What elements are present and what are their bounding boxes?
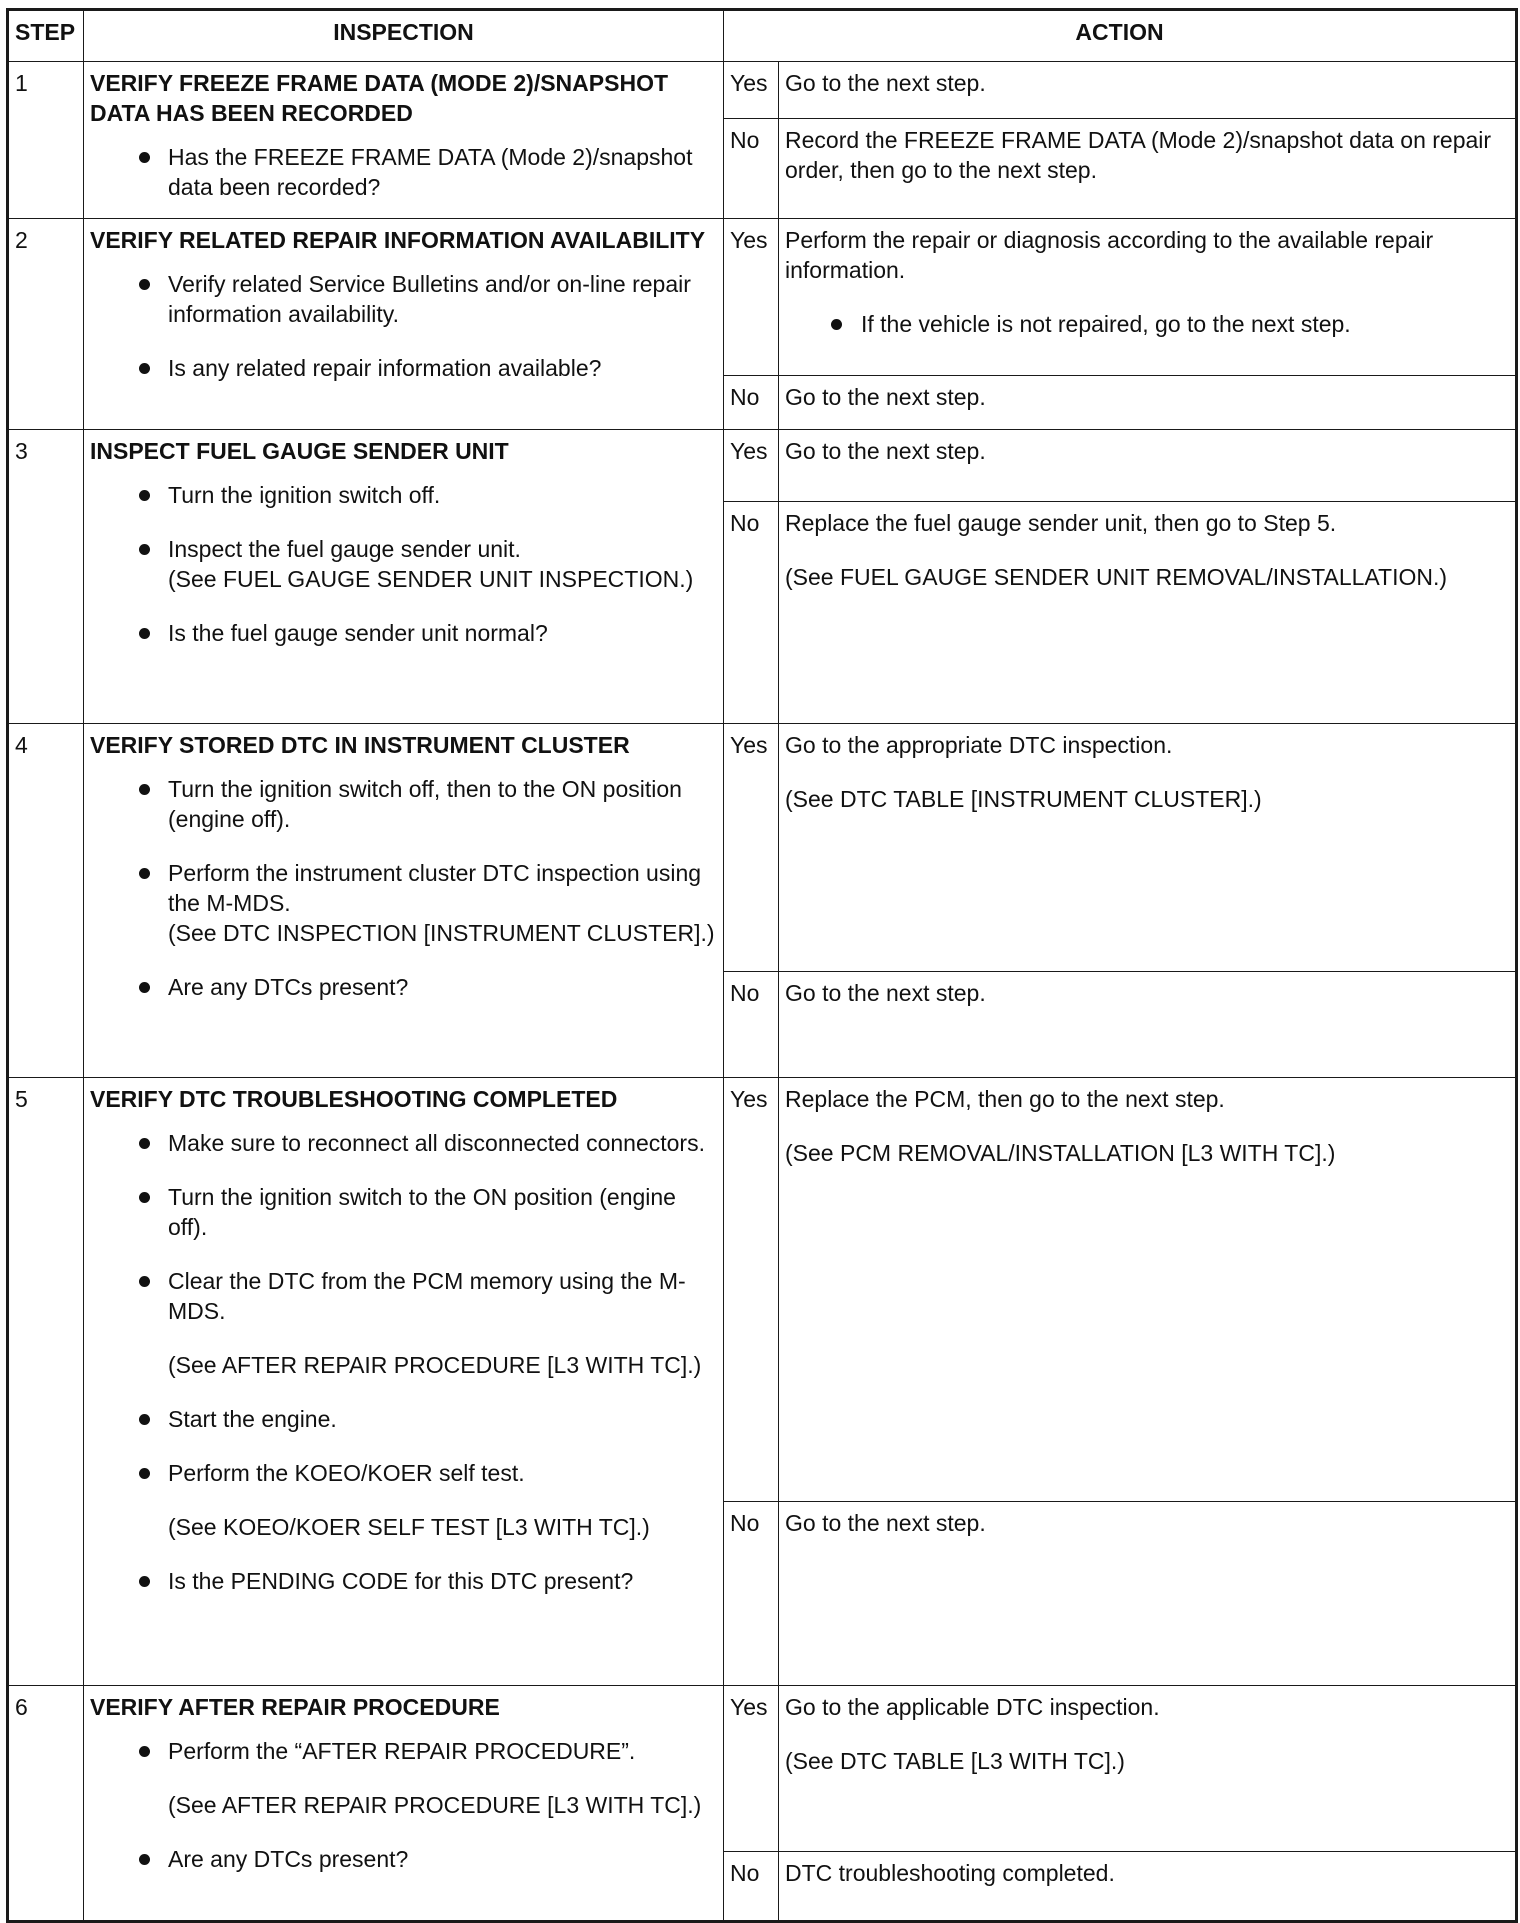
- step-number: 1: [8, 62, 84, 219]
- step-2-yes-row: [8, 219, 1517, 376]
- bullet-icon: [139, 982, 150, 993]
- bullet-icon: [139, 1276, 150, 1287]
- step-4-yes-row: [8, 724, 1517, 972]
- action-reference: (See DTC TABLE [INSTRUMENT CLUSTER].): [785, 786, 1262, 812]
- yes-label: Yes: [724, 430, 779, 502]
- inspection-bullet: Turn the ignition switch off, then to the ON position (engine off).: [90, 774, 717, 834]
- step-2-inspection: [84, 219, 724, 430]
- action-reference: (See FUEL GAUGE SENDER UNIT REMOVAL/INSTALLATION.): [785, 564, 1448, 590]
- step-5-yes-row: [8, 1078, 1517, 1502]
- bullet-icon: [139, 784, 150, 795]
- yes-action: Go to the applicable DTC inspection. (See DTC TABLE [L3 WITH TC].): [779, 1686, 1517, 1852]
- inspection-bullet: Make sure to reconnect all disconnected connectors.: [90, 1128, 717, 1158]
- inspection-bullet: Is any related repair information available?: [90, 353, 717, 383]
- bullet-icon: [139, 1414, 150, 1425]
- step-title: VERIFY STORED DTC IN INSTRUMENT CLUSTER: [90, 732, 630, 758]
- inspection-reference: (See KOEO/KOER SELF TEST [L3 WITH TC].): [168, 1514, 650, 1540]
- step-5-inspection: [84, 1078, 724, 1686]
- yes-action: Go to the appropriate DTC inspection. (See DTC TABLE [INSTRUMENT CLUSTER].): [779, 724, 1517, 972]
- no-label: No: [724, 376, 779, 430]
- inspection-bullet: Turn the ignition switch off.: [90, 480, 717, 510]
- inspection-bullet: Are any DTCs present?: [90, 1844, 717, 1874]
- bullet-icon: [139, 363, 150, 374]
- inspection-reference: (See AFTER REPAIR PROCEDURE [L3 WITH TC].): [168, 1352, 702, 1378]
- yes-label: Yes: [724, 1686, 779, 1852]
- step-1-yes-row: [8, 62, 1517, 119]
- step-title: VERIFY DTC TROUBLESHOOTING COMPLETED: [90, 1086, 618, 1112]
- inspection-bullet: Verify related Service Bulletins and/or on-line repair information availability.: [90, 269, 717, 329]
- diagnostic-procedure-table: [6, 8, 1518, 1923]
- bullet-icon: [139, 152, 150, 163]
- bullet-icon: [831, 319, 842, 330]
- inspection-bullet: Is the PENDING CODE for this DTC present?: [90, 1566, 717, 1596]
- inspection-bullet: Clear the DTC from the PCM memory using the M-MDS.: [90, 1266, 717, 1326]
- inspection-bullet: Inspect the fuel gauge sender unit.: [90, 534, 717, 564]
- inspection-reference: (See DTC INSPECTION [INSTRUMENT CLUSTER].): [168, 920, 715, 946]
- yes-label: Yes: [724, 219, 779, 376]
- procedure-document: [6, 8, 1518, 1923]
- bullet-icon: [139, 1468, 150, 1479]
- yes-action: Go to the next step.: [779, 62, 1517, 119]
- inspection-reference: (See FUEL GAUGE SENDER UNIT INSPECTION.): [168, 566, 694, 592]
- yes-label: Yes: [724, 62, 779, 119]
- inspection-bullet: Start the engine.: [90, 1404, 717, 1434]
- step-title: VERIFY RELATED REPAIR INFORMATION AVAILABILITY: [90, 227, 706, 253]
- no-label: No: [724, 972, 779, 1078]
- step-3-yes-row: [8, 430, 1517, 502]
- step-title: VERIFY FREEZE FRAME DATA (MODE 2)/SNAPSHOT DATA HAS BEEN RECORDED: [90, 70, 669, 126]
- step-number: 6: [8, 1686, 84, 1922]
- header-action: ACTION: [724, 10, 1517, 62]
- bullet-icon: [139, 1576, 150, 1587]
- yes-label: Yes: [724, 1078, 779, 1502]
- action-reference: (See PCM REMOVAL/INSTALLATION [L3 WITH TC].): [785, 1140, 1336, 1166]
- step-number: 5: [8, 1078, 84, 1686]
- no-label: No: [724, 119, 779, 219]
- bullet-icon: [139, 1138, 150, 1149]
- inspection-bullet: Are any DTCs present?: [90, 972, 717, 1002]
- no-action: DTC troubleshooting completed.: [779, 1852, 1517, 1922]
- bullet-icon: [139, 1854, 150, 1865]
- inspection-bullet: Turn the ignition switch to the ON position (engine off).: [90, 1182, 717, 1242]
- inspection-reference: (See AFTER REPAIR PROCEDURE [L3 WITH TC].): [168, 1792, 702, 1818]
- no-action: Go to the next step.: [779, 972, 1517, 1078]
- inspection-bullet: Perform the instrument cluster DTC inspection using the M-MDS.: [90, 858, 717, 918]
- no-action: Record the FREEZE FRAME DATA (Mode 2)/snapshot data on repair order, then go to the next step.: [779, 119, 1517, 219]
- bullet-icon: [139, 279, 150, 290]
- inspection-bullet: Perform the “AFTER REPAIR PROCEDURE”.: [90, 1736, 717, 1766]
- no-label: No: [724, 1852, 779, 1922]
- step-6-yes-row: [8, 1686, 1517, 1852]
- step-number: 4: [8, 724, 84, 1078]
- bullet-icon: [139, 1746, 150, 1757]
- yes-action: Perform the repair or diagnosis according to the available repair information. If the vehicle is not repaired, go to the next step.: [779, 219, 1517, 376]
- bullet-icon: [139, 628, 150, 639]
- yes-label: Yes: [724, 724, 779, 972]
- inspection-bullet: Is the fuel gauge sender unit normal?: [90, 618, 717, 648]
- step-1-inspection: [84, 62, 724, 219]
- no-label: No: [724, 1502, 779, 1686]
- bullet-icon: [139, 490, 150, 501]
- inspection-bullet: Has the FREEZE FRAME DATA (Mode 2)/snapshot data been recorded?: [90, 142, 717, 202]
- bullet-icon: [139, 544, 150, 555]
- bullet-icon: [139, 868, 150, 879]
- step-number: 2: [8, 219, 84, 430]
- step-4-inspection: [84, 724, 724, 1078]
- no-label: No: [724, 502, 779, 724]
- no-action: Go to the next step.: [779, 376, 1517, 430]
- step-3-inspection: [84, 430, 724, 724]
- no-action: Go to the next step.: [779, 1502, 1517, 1686]
- step-6-inspection: [84, 1686, 724, 1922]
- header-step: STEP: [8, 10, 84, 62]
- bullet-icon: [139, 1192, 150, 1203]
- table-header-row: [8, 10, 1517, 62]
- action-reference: (See DTC TABLE [L3 WITH TC].): [785, 1748, 1125, 1774]
- no-action: Replace the fuel gauge sender unit, then go to Step 5. (See FUEL GAUGE SENDER UNIT REMOVAL/INSTALLATION.): [779, 502, 1517, 724]
- step-title: VERIFY AFTER REPAIR PROCEDURE: [90, 1694, 500, 1720]
- yes-action: Go to the next step.: [779, 430, 1517, 502]
- action-bullet: If the vehicle is not repaired, go to the next step.: [785, 309, 1509, 339]
- step-title: INSPECT FUEL GAUGE SENDER UNIT: [90, 438, 509, 464]
- yes-action: Replace the PCM, then go to the next step. (See PCM REMOVAL/INSTALLATION [L3 WITH TC].): [779, 1078, 1517, 1502]
- inspection-bullet: Perform the KOEO/KOER self test.: [90, 1458, 717, 1488]
- header-inspection: INSPECTION: [84, 10, 724, 62]
- step-number: 3: [8, 430, 84, 724]
